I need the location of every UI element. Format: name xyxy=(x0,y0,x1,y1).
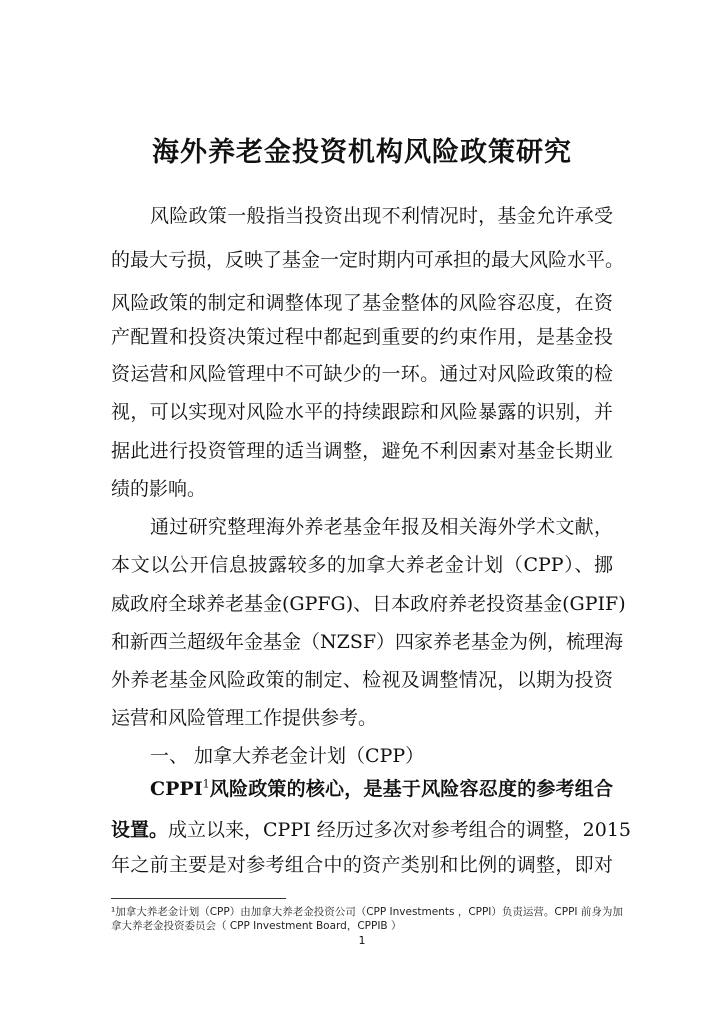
paragraph-line: 视，可以实现对风险水平的持续跟踪和风险暴露的识别，并 xyxy=(111,401,613,423)
paragraph-line: 的最大亏损，反映了基金一定时期内可承担的最大风险水平。 xyxy=(111,249,625,271)
page-number: 1 xyxy=(358,934,366,947)
paragraph-line: 年之前主要是对参考组合中的资产类别和比例的调整，即对 xyxy=(111,854,613,876)
paragraph-line: 资运营和风险管理中不可缺少的一环。通过对风险政策的检 xyxy=(111,363,613,385)
paragraph-line: 外养老基金风险政策的制定、检视及调整情况，以期为投资 xyxy=(111,669,613,691)
page-title: 海外养老金投资机构风险政策研究 xyxy=(152,137,572,168)
paragraph-line: 风险政策一般指当投资出现不利情况时，基金允许承受 xyxy=(150,205,613,227)
paragraph-line-bold xyxy=(150,774,613,804)
footnote-ref[interactable]: 1 xyxy=(202,777,210,791)
paragraph-line: 威政府全球养老基金(GPFG)、日本政府养老投资基金(GPIF) xyxy=(111,593,626,615)
paragraph-line: 绩的影响。 xyxy=(111,478,207,500)
footnote-line: ¹加拿大养老金计划（CPP）由加拿大养老金投资公司（CPP Investments ，CPPI）负责运营。CPPI 前身为加 xyxy=(111,906,623,918)
paragraph-line: 本文以公开信息披露较多的加拿大养老金计划（CPP）、挪 xyxy=(111,554,613,576)
paragraph-line: 风险政策的制定和调整体现了基金整体的风险容忍度，在资 xyxy=(111,292,613,314)
paragraph-line xyxy=(111,815,632,845)
bold-text: 设置。 xyxy=(111,819,169,841)
section-heading: 一、 加拿大养老金计划（CPP） xyxy=(150,745,425,767)
bold-lead: CPPI xyxy=(150,778,203,800)
paragraph-line: 通过研究整理海外养老基金年报及相关海外学术文献， xyxy=(150,516,613,538)
footnote-divider xyxy=(111,898,286,899)
paragraph-line: 据此进行投资管理的适当调整，避免不利因素对基金长期业 xyxy=(111,440,613,462)
bold-text: 风险政策的核心，是基于风险容忍度的参考组合 xyxy=(209,778,613,800)
paragraph-line: 产配置和投资决策过程中都起到重要的约束作用，是基金投 xyxy=(111,326,613,348)
paragraph-line: 和新西兰超级年金基金（NZSF）四家养老基金为例，梳理海 xyxy=(111,631,624,653)
paragraph-line: 运营和风险管理工作提供参考。 xyxy=(111,707,378,729)
text: 成立以来，CPPI 经历过多次对参考组合的调整，2015 xyxy=(168,819,632,841)
footnote-line: 拿大养老金投资委员会（ CPP Investment Board，CPPIB ） xyxy=(111,920,402,932)
